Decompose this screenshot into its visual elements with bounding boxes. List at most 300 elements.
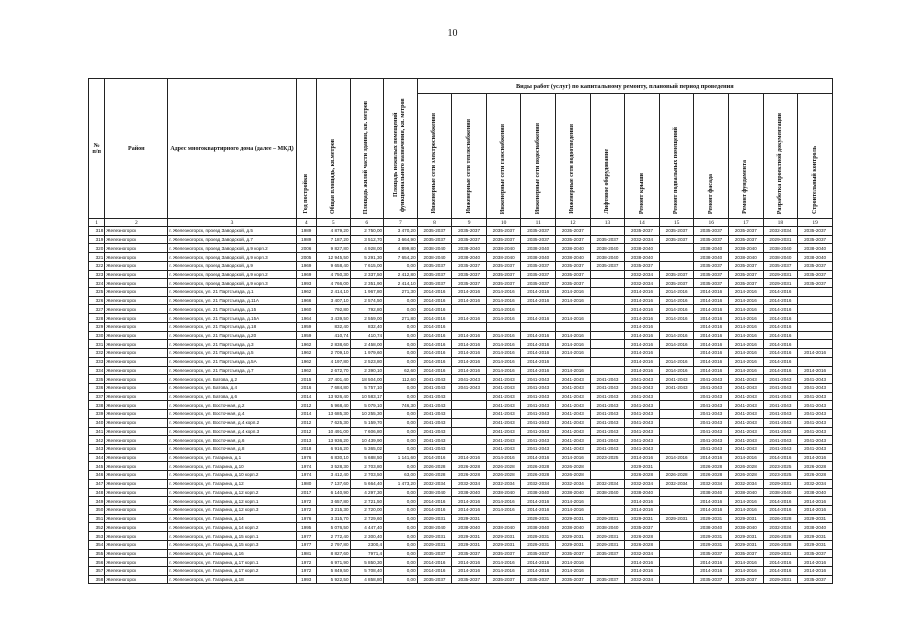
table-cell: 2014-2016 [729,453,764,462]
table-cell: 1977 [296,540,316,549]
table-cell: 2014-2016 [452,357,487,366]
capital-repair-table [88,78,833,584]
table-cell: Железногорск [105,418,168,427]
table-cell: 2014-2016 [625,322,660,331]
table-cell: Железногорск [105,270,168,279]
table-cell: 2029-2031 [521,540,556,549]
table-cell: 3 407,10 [316,296,350,305]
table-cell [659,349,694,358]
table-cell: 2026-2028 [798,462,833,471]
table-cell: Железногорск [105,288,168,297]
table-cell: 2041-2043 [763,410,798,419]
table-cell: 2026-2028 [625,471,660,480]
table-cell: г. Железногорск, ул. Восточная, д.4 корп.3 [168,427,296,436]
table-cell: 2038-2040 [763,253,798,262]
table-cell [659,462,694,471]
table-row [89,436,833,445]
table-cell: 2029-2031 [625,514,660,523]
table-cell: 2 351,90 [350,279,384,288]
table-cell: 2041-2043 [590,410,625,419]
table-cell: 271,80 [384,314,418,323]
table-cell: 2035-2037 [694,279,729,288]
table-cell: 2032-2034 [625,279,660,288]
table-cell: 2014-2016 [417,305,452,314]
table-cell: 1980 [296,479,316,488]
table-cell: 2041-2043 [521,383,556,392]
header-work-facade: Ремонт фасада [694,94,729,219]
table-cell: 323 [89,270,105,279]
table-cell: 2014-2016 [521,331,556,340]
table-cell: Железногорск [105,479,168,488]
table-cell: 2038-2040 [417,253,452,262]
table-cell [590,497,625,506]
table-cell: 2014-2016 [729,497,764,506]
table-cell: г. Железногорск, ул. Гагарина, д.14 корп.2 [168,523,296,532]
table-cell: 2014-2016 [625,558,660,567]
table-cell: 2041-2043 [417,418,452,427]
table-cell: 2041-2043 [798,392,833,401]
table-cell: 2014-2016 [729,366,764,375]
table-cell: 2029-2031 [729,514,764,523]
table-cell: 2035-2037 [452,227,487,236]
table-cell: 7 187,20 [316,235,350,244]
table-cell: 2014-2016 [521,453,556,462]
table-cell: 358 [89,575,105,584]
table-cell: 271,30 [384,288,418,297]
table-cell: 0,00 [384,418,418,427]
table-cell: 3 412,40 [316,471,350,480]
table-cell: 410,74 [316,331,350,340]
table-cell: 2014-2016 [729,322,764,331]
table-cell: 2014-2016 [659,340,694,349]
table-cell: Железногорск [105,540,168,549]
table-cell: 2041-2043 [417,392,452,401]
table-row [89,410,833,419]
table-cell: 2041-2043 [556,392,591,401]
table-cell: 2035-2037 [556,575,591,584]
table-cell: 2041-2043 [625,444,660,453]
table-cell: 327 [89,305,105,314]
table-cell: 2041-2043 [763,383,798,392]
table-cell: Железногорск [105,514,168,523]
table-cell: 7 137,60 [316,479,350,488]
table-cell: 2038-2040 [798,488,833,497]
table-cell: г. Железногорск, ул. Гагарина, д.17 корп.1 [168,558,296,567]
table-cell: 2038-2040 [625,488,660,497]
table-cell: 2038-2040 [452,523,487,532]
table-cell: 2014-2016 [556,506,591,515]
table-cell: 0,00 [384,532,418,541]
table-cell: г. Железногорск, проезд Заводской, д.5 [168,227,296,236]
table-cell: 1962 [296,288,316,297]
table-cell [452,322,487,331]
table-cell: г. Железногорск, ул. Восточная, д.8 [168,444,296,453]
table-cell: 2038-2040 [556,253,591,262]
table-cell: 2041-2043 [417,444,452,453]
table-cell: 2041-2043 [590,383,625,392]
table-cell: 27 401,40 [316,375,350,384]
table-cell: г. Железногорск, ул. 21 Партсъезда, д.15А [168,314,296,323]
header-address: Адрес многоквартирного дома (далее – МКД) [168,79,296,219]
table-cell: 2026-2028 [729,471,764,480]
table-cell: 2014-2016 [763,357,798,366]
table-cell: 356 [89,558,105,567]
table-cell [659,488,694,497]
table-cell: 2014-2016 [694,366,729,375]
table-cell [486,322,521,331]
table-cell: 2014-2016 [659,305,694,314]
table-cell: г. Железногорск, ул. Гагарина, д.15 корп.3 [168,540,296,549]
table-cell [556,357,591,366]
table-cell: 2014-2016 [729,305,764,314]
table-cell: 832,40 [316,322,350,331]
column-number: 18 [763,219,798,227]
table-cell: 2041-2043 [694,383,729,392]
table-cell: 2035-2037 [521,261,556,270]
header-work-sewer: Инженерные сети водоотведения [556,94,591,219]
table-cell: 2032-2034 [798,479,833,488]
table-cell: 2041-2043 [486,444,521,453]
table-cell: 2038-2040 [417,244,452,253]
table-cell: 2035-2037 [729,549,764,558]
table-cell: 2 721,50 [350,497,384,506]
table-cell: 2041-2043 [694,392,729,401]
header-work-elevator: Лифтовое оборудование [590,94,625,219]
table-cell: 2014-2016 [486,314,521,323]
table-cell: 2035-2037 [798,575,833,584]
table-cell: 2038-2040 [452,253,487,262]
table-cell: 2041-2043 [625,427,660,436]
table-cell: 2 523,80 [350,357,384,366]
table-cell: 2038-2040 [694,253,729,262]
table-cell: 351 [89,514,105,523]
table-cell: 2041-2043 [521,418,556,427]
table-cell: 2038-2040 [521,523,556,532]
table-cell: 2035-2037 [659,270,694,279]
table-cell: 2041-2043 [486,436,521,445]
table-cell [590,558,625,567]
table-cell: 2041-2043 [729,410,764,419]
table-cell: 5 708,40 [350,567,384,576]
table-cell: 2029-2031 [763,279,798,288]
table-cell: 2029-2031 [763,549,798,558]
table-cell: 2 300,40 [350,532,384,541]
table-cell [452,436,487,445]
table-cell: 2012 [296,401,316,410]
table-cell: 2035-2037 [590,575,625,584]
column-number: 11 [521,219,556,227]
table-cell: 2041-2043 [556,444,591,453]
table-cell: 2041-2043 [694,427,729,436]
table-cell: 2038-2040 [625,253,660,262]
table-cell: 2014-2016 [763,453,798,462]
header-work-gas: Инженерные сети газоснабжения [486,94,521,219]
table-cell: 2035-2037 [452,279,487,288]
table-cell: г. Железногорск, ул. Восточная, д.2 [168,401,296,410]
table-cell: 2041-2043 [798,444,833,453]
table-cell: 2014-2016 [694,567,729,576]
table-cell: 2026-2028 [763,532,798,541]
table-cell: 2013 [296,436,316,445]
table-cell: Железногорск [105,410,168,419]
table-cell [590,349,625,358]
table-cell: 2012 [296,418,316,427]
table-cell: 2014-2016 [694,357,729,366]
table-cell: 0,00 [384,558,418,567]
table-cell: Железногорск [105,383,168,392]
table-row [89,401,833,410]
table-cell: 2038-2040 [452,244,487,253]
table-cell: 18 504,00 [350,375,384,384]
table-cell: 2035-2037 [521,549,556,558]
table-cell: 2014-2016 [763,340,798,349]
table-cell: 7 625,30 [316,418,350,427]
table-cell: 2035-2037 [556,549,591,558]
table-cell: 2014-2016 [694,305,729,314]
table-cell: 2032-2034 [590,479,625,488]
table-cell: 2026-2028 [729,462,764,471]
table-cell: 2038-2040 [556,244,591,253]
table-cell: 2 412,80 [384,270,418,279]
table-cell: 2014-2016 [452,340,487,349]
table-cell: 2041-2043 [521,392,556,401]
table-cell: Железногорск [105,357,168,366]
table-cell: 2038-2040 [556,488,591,497]
table-cell: Железногорск [105,575,168,584]
header-district: Район [105,79,168,219]
table-cell: г. Железногорск, проезд Заводской, д.7 [168,235,296,244]
table-cell: 2041-2043 [486,427,521,436]
table-cell: 2014-2016 [659,314,694,323]
header-work-project-docs: Разработка проектной документации [763,94,798,219]
table-cell: Железногорск [105,549,168,558]
table-cell: 2014-2016 [798,567,833,576]
table-cell: 3 512,70 [350,235,384,244]
table-cell: 2014-2016 [417,331,452,340]
table-cell: 2041-2043 [590,392,625,401]
table-cell: 2014-2016 [729,340,764,349]
table-cell: 2041-2043 [556,383,591,392]
table-cell: 2014-2016 [486,558,521,567]
table-cell: 2035-2037 [486,549,521,558]
table-cell: Железногорск [105,314,168,323]
table-cell: 2041-2043 [694,436,729,445]
table-cell: г. Железногорск, ул. Батова, д.6 [168,392,296,401]
table-cell: 2026-2028 [521,462,556,471]
table-cell [659,410,694,419]
table-row [89,392,833,401]
table-cell: 2041-2043 [556,375,591,384]
table-cell: 2041-2043 [417,401,452,410]
table-cell: 2014-2016 [694,331,729,340]
table-cell: 2014-2016 [625,453,660,462]
table-cell: 0,00 [384,497,418,506]
table-cell: 2035-2037 [729,270,764,279]
column-number: 1 [89,219,105,227]
table-cell: 2035-2037 [798,261,833,270]
table-cell: 2041-2043 [729,392,764,401]
table-cell: 2 703,50 [350,471,384,480]
table-cell: 2 720,00 [350,506,384,515]
table-cell [452,392,487,401]
table-cell: 2014-2016 [556,497,591,506]
table-cell: 2035-2037 [486,575,521,584]
table-cell: 2029-2031 [590,514,625,523]
table-cell: 2014-2016 [625,314,660,323]
table-cell: 2014-2016 [452,366,487,375]
table-cell: 2035-2037 [452,270,487,279]
table-cell: 2014-2016 [486,296,521,305]
table-cell: г. Железногорск, ул. Восточная, д.4 [168,410,296,419]
table-cell [659,392,694,401]
table-row [89,567,833,576]
table-cell: 2 559,00 [350,314,384,323]
table-cell: г. Железногорск, проезд Заводской, д.9 корп.2 [168,244,296,253]
table-cell: 357 [89,567,105,576]
table-cell: 354 [89,540,105,549]
table-cell: 13 926,40 [316,392,350,401]
table-cell: 2026-2028 [659,471,694,480]
table-cell: Железногорск [105,488,168,497]
table-cell: 2014-2016 [417,567,452,576]
table-cell: 1964 [296,314,316,323]
table-cell: 2014-2016 [625,567,660,576]
table-cell: 2041-2043 [486,418,521,427]
table-row [89,357,833,366]
table-cell: 2029-2031 [729,540,764,549]
table-cell: 4 297,30 [350,488,384,497]
table-cell: 2014-2016 [763,567,798,576]
table-cell: 2014-2016 [659,331,694,340]
table-cell: 1959 [296,331,316,340]
table-cell: 1962 [296,340,316,349]
table-cell: 3 657,80 [316,497,350,506]
table-cell [659,436,694,445]
table-row [89,540,833,549]
table-cell: г. Железногорск, ул. Батова, д.2 [168,375,296,384]
table-cell: 2032-2034 [729,479,764,488]
table-cell: 1 473,20 [384,479,418,488]
table-cell: 2014-2016 [729,558,764,567]
table-cell: 3 528,30 [316,462,350,471]
header-work-foundation: Ремонт фундамента [729,94,764,219]
table-cell [452,401,487,410]
table-cell: 2041-2043 [590,401,625,410]
table-cell [659,444,694,453]
table-cell: Железногорск [105,340,168,349]
table-row [89,305,833,314]
table-cell: 2014-2016 [694,322,729,331]
column-number: 8 [417,219,452,227]
table-cell: 2026-2028 [417,471,452,480]
table-cell [590,305,625,314]
column-number: 15 [659,219,694,227]
table-cell: 2014-2016 [798,349,833,358]
table-cell: 2014-2016 [486,567,521,576]
column-number: 2 [105,219,168,227]
table-cell: 320 [89,244,105,253]
header-work-basement: Ремонт подвальных помещений [659,94,694,219]
table-cell: 2041-2043 [486,410,521,419]
table-cell: 2038-2040 [556,523,591,532]
table-cell: 2026-2028 [417,462,452,471]
table-row [89,270,833,279]
table-cell: 2041-2043 [521,401,556,410]
table-cell: 2029-2031 [486,532,521,541]
table-cell: 2015 [296,375,316,384]
table-cell [590,288,625,297]
table-cell: 2 414,10 [384,279,418,288]
table-cell: 0,00 [384,340,418,349]
table-cell: 2041-2043 [521,427,556,436]
table-cell: г. Железногорск, ул. Гагарина, д.16 [168,549,296,558]
table-cell: 2041-2043 [694,410,729,419]
table-cell: 2023-2025 [763,462,798,471]
table-cell: 2029-2031 [452,514,487,523]
table-cell: 2035-2037 [798,279,833,288]
table-cell: 2023-2025 [763,471,798,480]
table-cell [590,227,625,236]
table-cell: 2023-2025 [590,453,625,462]
table-cell: 9 827,80 [316,244,350,253]
table-cell: 2038-2040 [590,488,625,497]
column-number: 4 [296,219,316,227]
table-cell: 2035-2037 [729,235,764,244]
table-cell: 2029-2031 [590,532,625,541]
table-cell: г. Железногорск, ул. Гагарина, д.18 [168,575,296,584]
table-cell: 1969 [296,270,316,279]
table-cell [659,567,694,576]
table-cell: г. Железногорск, ул. Гагарина, д.12 [168,479,296,488]
table-cell [798,331,833,340]
table-cell: 2014-2016 [694,497,729,506]
table-cell: 2014-2016 [521,296,556,305]
table-cell: 2041-2043 [486,375,521,384]
table-row [89,322,833,331]
table-cell: 2038-2040 [452,488,487,497]
table-cell [590,506,625,515]
table-row [89,349,833,358]
table-cell: 2014-2016 [521,506,556,515]
table-cell: 1974 [296,471,316,480]
table-cell: 13 685,30 [316,410,350,419]
table-cell: 2041-2043 [798,436,833,445]
table-cell: г. Железногорск, ул. Гагарина, д.12 корп.2 [168,488,296,497]
table-cell: 2029-2031 [556,514,591,523]
table-cell: 2041-2043 [486,383,521,392]
table-cell: 2035-2037 [625,227,660,236]
table-cell: 2035-2037 [625,523,660,532]
table-cell: 2014-2016 [417,366,452,375]
table-cell: 3 664,90 [384,235,418,244]
table-cell: 2029-2031 [763,575,798,584]
table-cell: 2014-2016 [729,314,764,323]
table-cell: 2032-2034 [659,479,694,488]
table-cell: 2035-2037 [486,279,521,288]
table-cell: 346 [89,471,105,480]
table-row [89,462,833,471]
table-cell: г. Железногорск, ул. Восточная, д.4 корп.2 [168,418,296,427]
table-cell: 2026-2028 [556,471,591,480]
table-cell: 2014-2016 [521,340,556,349]
table-cell: 2014-2016 [625,305,660,314]
table-cell: 2 709,10 [316,349,350,358]
table-cell: 0,00 [384,436,418,445]
table-cell: 1974 [296,462,316,471]
table-cell: 2032-2034 [625,549,660,558]
column-number: 6 [350,219,384,227]
table-cell [659,418,694,427]
